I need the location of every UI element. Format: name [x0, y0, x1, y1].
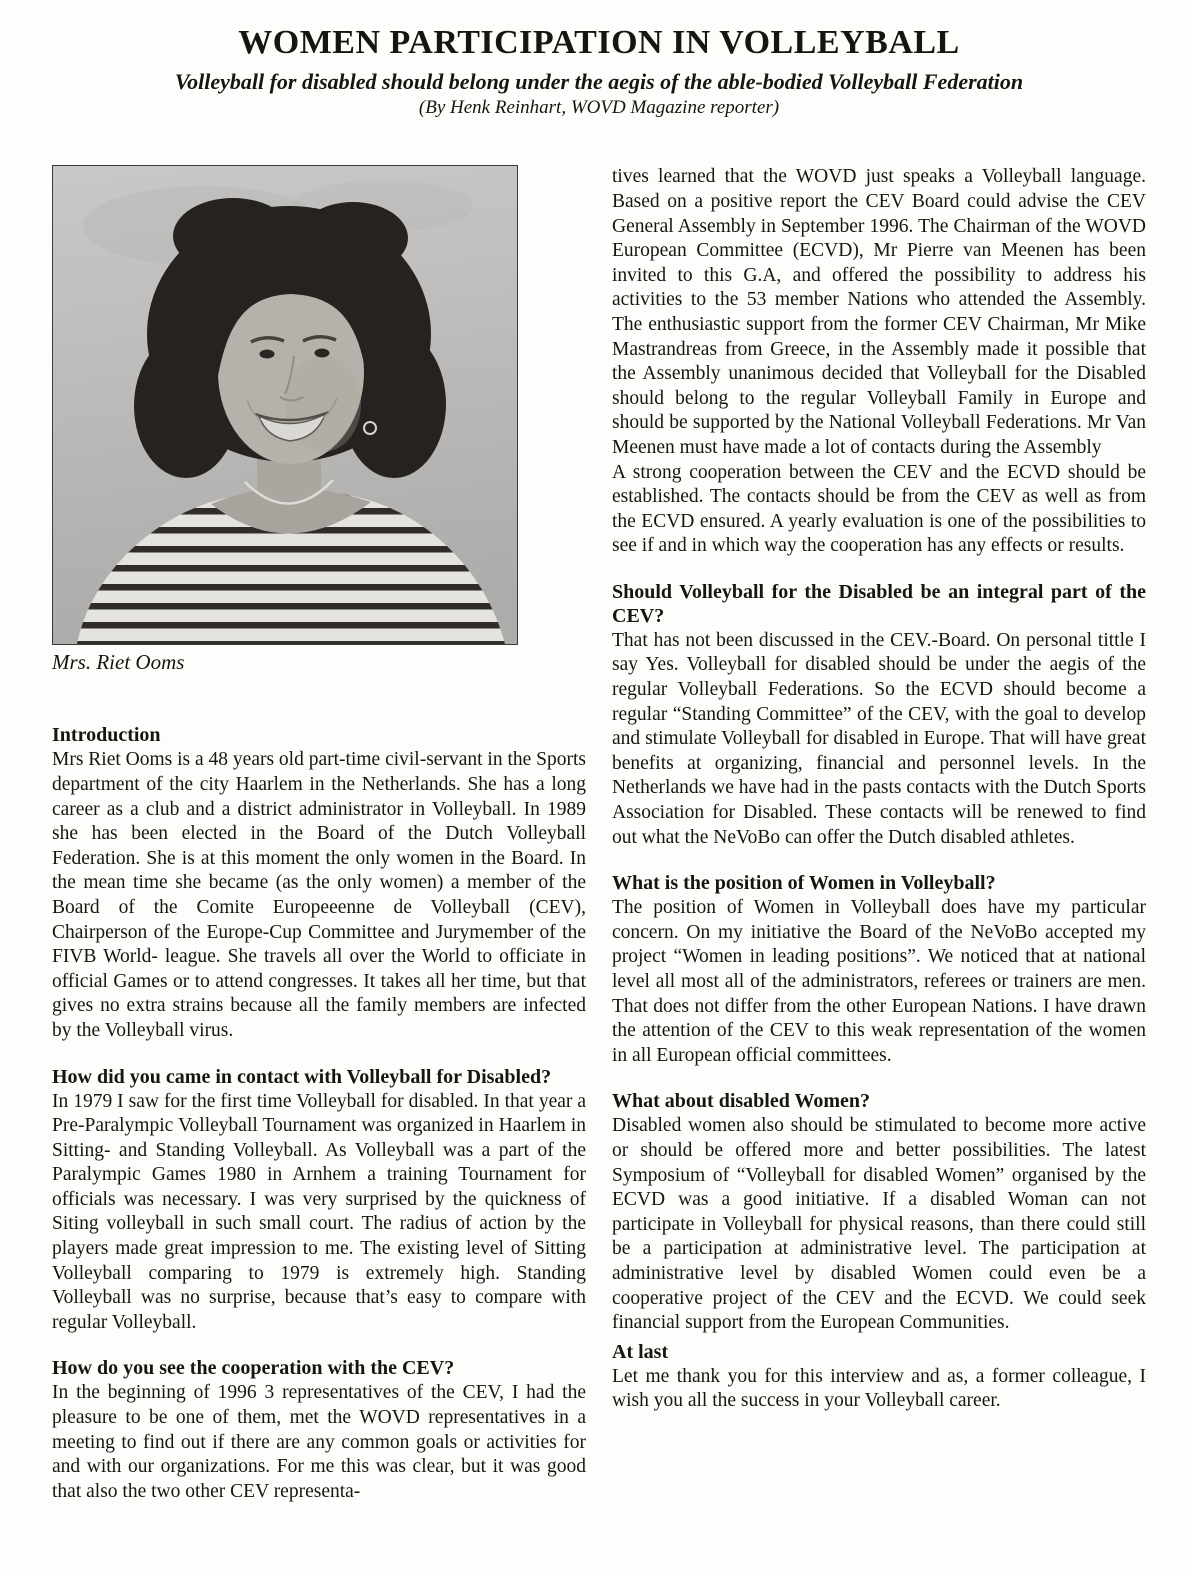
section-paragraph: A strong cooperation between the CEV and the ECVD should be established. The contacts should be from the CEV as well as from the ECVD ensured. A yearly evaluation is one of the possibilities to see if and in which way the cooperation has any effects or results. [612, 461, 1146, 557]
photo-caption: Mrs. Riet Ooms [52, 650, 185, 675]
section-heading: Should Volleyball for the Disabled be an integral part of the CEV? [612, 580, 1146, 627]
section-contact-question [52, 1065, 586, 1336]
section-paragraph: In the beginning of 1996 3 representatives of the CEV, I had the pleasure to be one of them, met the WOVD representatives in a meeting to find out if there are any common goals or activities for and with our organizations. For me this was clear, but it was good that also the two other CEV representa- [52, 1382, 586, 1502]
article-title: WOMEN PARTICIPATION IN VOLLEYBALL [238, 24, 960, 61]
section-paragraph: That has not been discussed in the CEV.-Board. On personal tittle I say Yes. Volleyball for disabled should be under the aegis of the regular Volleyball Federations. So the ECVD should become a regular “Standing Committee” of the CEV, with the goal to develop and stimulate Volleyball for disabled in Europe. That will have great benefits at organizing, financial and personnel levels. In the Netherlands we have had in the pasts contacts with the Dutch Sports Association for Disabled. These contacts will be renewed to find out what the NeVoBo can offer the Dutch disabled athletes. [612, 629, 1146, 848]
portrait-figure [52, 165, 586, 675]
article-columns [52, 165, 1146, 1504]
section-cev-cooperation [52, 1356, 586, 1504]
section-heading: What about disabled Women? [612, 1090, 871, 1113]
section-integral-part [612, 580, 1146, 850]
section-women-position [612, 871, 1146, 1068]
section-paragraph: The position of Women in Volleyball does have my particular concern. On my initiative the Board of the NeVoBo accepted my project “Women in leading positions”. We noticed that at national level all most all of the administrators, referees or trainers are men. That does not differ from the other European Nations. I have drawn the attention of the CEV to this weak representation of the women in all European official committees. [612, 897, 1146, 1066]
section-heading: At last [612, 1340, 669, 1363]
section-introduction [52, 723, 586, 1043]
section-at-last [612, 1340, 1146, 1414]
left-column [52, 165, 586, 1504]
section-disabled-women [612, 1089, 1146, 1335]
article-header [52, 24, 1146, 119]
portrait-photo [52, 165, 518, 645]
article-byline: (By Henk Reinhart, WOVD Magazine reporter) [418, 97, 780, 119]
section-heading: What is the position of Women in Volleyball? [612, 872, 996, 895]
article-subtitle: Volleyball for disabled should belong under the aegis of the able-bodied Volleyball Federation [174, 69, 1024, 95]
section-continuation [612, 165, 1146, 559]
section-paragraph: Let me thank you for this interview and as, a former colleague, I wish you all the success in your Volleyball career. [612, 1365, 1146, 1412]
section-paragraph: tives learned that the WOVD just speaks a Volleyball language. Based on a positive report the CEV Board could advise the CEV General Assembly in September 1996. The Chairman of the WOVD European Committee (ECVD), Mr Pierre van Meenen has been invited to this G.A, and offered the possibility to address his activities to the 53 member Nations who attended the Assembly. The enthusiastic support from the former CEV Chairman, Mr Mike Mastrandreas from Greece, in the Assembly made it possible that the Assembly unanimous decided that Volleyball for the Disabled should belong to the regular Volleyball Family in Europe and should be supported by the National Volleyball Federations. Mr Van Meenen must have made a lot of contacts during the Assembly [612, 166, 1146, 458]
right-column [612, 165, 1146, 1414]
section-paragraph: Disabled women also should be stimulated to become more active or should be offered more and better possibilities. The latest Symposium of “Volleyball for disabled Women” organised by the ECVD was a good initiative. If a disabled Woman can not participate in Volleyball for physical reasons, than there could still be a participation at administrative level. The participation at administrative level by disabled Women could even be a cooperative project of the CEV and the ECVD. We could seek financial support from the European Communities. [612, 1115, 1146, 1334]
section-heading: How do you see the cooperation with the CEV? [52, 1357, 455, 1380]
section-heading: How did you came in contact with Volleyball for Disabled? [52, 1065, 552, 1088]
section-heading: Introduction [52, 724, 161, 747]
section-paragraph: In 1979 I saw for the first time Volleyball for disabled. In that year a Pre-Paralympic Volleyball Tournament was organized in Haarlem in Sitting- and Standing Volleyball. As Volleyball was a part of the Paralympic Games 1980 in Arnhem a training Tournament for officials was necessary. I was very surprised by the quickness of Siting volleyball in such small court. The radius of action by the players made great impression to me. The existing level of Sitting Volleyball comparing to 1979 is extremely high. Standing Volleyball was no surprise, because that’s easy to compare with regular Volleyball. [52, 1090, 586, 1333]
section-paragraph: Mrs Riet Ooms is a 48 years old part-time civil-servant in the Sports department of the city Haarlem in the Netherlands. She has a long career as a club and a district administrator in Volleyball. In 1989 she has been elected in the Board of the Dutch Volleyball Federation. She is at this moment the only women in the Board. In the mean time she became (as the only women) a member of the Board of the Comite Europeeenne de Volleyball (CEV), Chairperson of the Europe-Cup Committee and Jurymember of the FIVB World- league. She travels all over the World to officiate in official Games or to attend congresses. It takes all her time, but that gives no extra strains because all the family members are infected by the Volleyball virus. [52, 749, 586, 1041]
portrait-photo-illustration [53, 166, 517, 644]
